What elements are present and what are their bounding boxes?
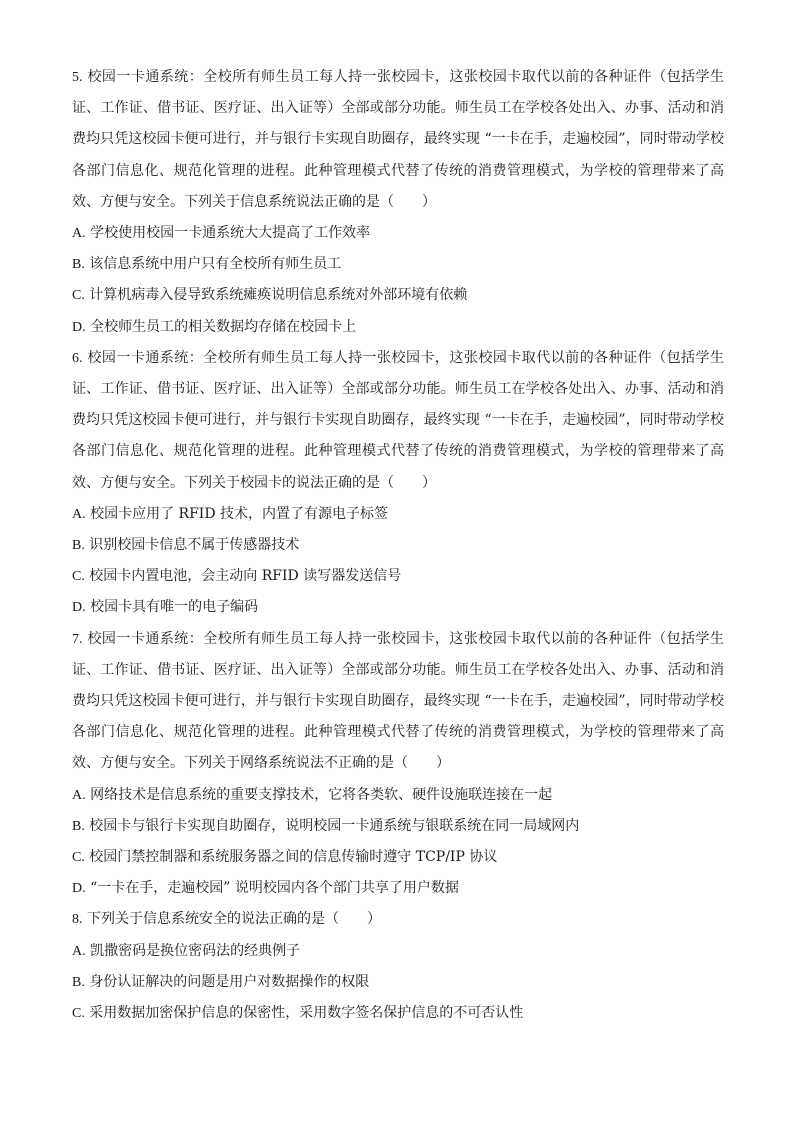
option-text: “一卡在手，走遍校园” 说明校园内各个部门共享了用户数据 [90, 880, 459, 897]
option-c [72, 561, 724, 592]
option-letter: C. [72, 850, 85, 866]
option-c [72, 280, 724, 311]
option-letter: A. [72, 226, 86, 242]
option-text: 该信息系统中用户只有全校所有师生员工 [89, 256, 342, 273]
question-5 [72, 62, 724, 343]
option-letter: C. [72, 569, 85, 585]
option-text: 识别校园卡信息不属于传感器技术 [89, 537, 300, 554]
question-stem [72, 624, 724, 780]
option-a [72, 936, 724, 967]
option-letter: C. [72, 1006, 85, 1022]
option-letter: A. [72, 943, 86, 959]
question-number: 8. [72, 912, 83, 928]
option-a [72, 499, 724, 530]
option-letter: B. [72, 818, 85, 834]
option-text: 采用数据加密保护信息的保密性，采用数字签名保护信息的不可否认性 [89, 1005, 524, 1022]
option-letter: D. [72, 319, 86, 335]
exam-page [72, 62, 724, 1029]
option-d [72, 873, 724, 904]
question-number: 5. [72, 70, 83, 85]
option-letter: B. [72, 257, 85, 273]
option-text: 校园卡应用了 RFID 技术，内置了有源电子标签 [90, 505, 388, 522]
option-text: 计算机病毒入侵导致系统瘫痪说明信息系统对外部环境有依赖 [89, 287, 468, 304]
question-text: 校园一卡通系统：全校所有师生员工每人持一张校园卡，这张校园卡取代以前的各种证件（包括学生证、工作证、借书证、医疗证、出入证等）全部或部分功能。师生员工在学校各处出入、办事、活动和消费均只凭这校园卡便可进行，并与银行卡实现自助圈存，最终实现 “一卡在手，走遍校园”，同时带动学校各部门信息化、规范化管理的进程。此种管理模式代替了传统的消费管理模式，为学校的管理带来了高效、方便与安全。下列关于校园卡的说法正确的是（ ） [72, 349, 725, 491]
option-b [72, 530, 724, 561]
option-text: 校园门禁控制器和系统服务器之间的信息传输时遵守 TCP/IP 协议 [89, 849, 498, 866]
option-text: 网络技术是信息系统的重要支撑技术，它将各类软、硬件设施联连接在一起 [90, 786, 553, 803]
question-7 [72, 624, 724, 905]
question-stem [72, 904, 724, 935]
option-letter: A. [72, 787, 86, 803]
question-text: 下列关于信息系统安全的说法正确的是（ ） [86, 911, 381, 928]
option-b [72, 249, 724, 280]
option-text: 校园卡内置电池，会主动向 RFID 读写器发送信号 [89, 568, 402, 585]
option-letter: C. [72, 288, 85, 304]
option-a [72, 218, 724, 249]
question-6 [72, 343, 724, 624]
option-c [72, 998, 724, 1029]
option-a [72, 780, 724, 811]
option-text: 身份认证解决的问题是用户对数据操作的权限 [89, 973, 370, 990]
option-text: 全校师生员工的相关数据均存储在校园卡上 [90, 318, 357, 335]
option-d [72, 592, 724, 623]
option-text: 校园卡具有唯一的电子编码 [90, 599, 259, 616]
question-stem [72, 62, 724, 218]
option-letter: B. [72, 538, 85, 554]
option-text: 凯撒密码是换位密码法的经典例子 [90, 942, 301, 959]
option-letter: D. [72, 600, 86, 616]
option-text: 学校使用校园一卡通系统大大提高了工作效率 [90, 225, 371, 242]
option-b [72, 811, 724, 842]
option-text: 校园卡与银行卡实现自助圈存，说明校园一卡通系统与银联系统在同一局域网内 [89, 817, 580, 834]
option-b [72, 967, 724, 998]
option-c [72, 842, 724, 873]
question-8 [72, 904, 724, 1029]
question-number: 7. [72, 631, 83, 647]
option-letter: B. [72, 974, 85, 990]
question-stem [72, 343, 724, 499]
question-number: 6. [72, 350, 83, 366]
option-letter: D. [72, 881, 86, 897]
question-text: 校园一卡通系统：全校所有师生员工每人持一张校园卡，这张校园卡取代以前的各种证件（包括学生证、工作证、借书证、医疗证、出入证等）全部或部分功能。师生员工在学校各处出入、办事、活动和消费均只凭这校园卡便可进行，并与银行卡实现自助圈存，最终实现 “一卡在手，走遍校园”，同时带动学校各部门信息化、规范化管理的进程。此种管理模式代替了传统的消费管理模式，为学校的管理带来了高效、方便与安全。下列关于网络系统说法不正确的是（ ） [72, 630, 725, 772]
question-text: 校园一卡通系统：全校所有师生员工每人持一张校园卡，这张校园卡取代以前的各种证件（包括学生证、工作证、借书证、医疗证、出入证等）全部或部分功能。师生员工在学校各处出入、办事、活动和消费均只凭这校园卡便可进行，并与银行卡实现自助圈存，最终实现 “一卡在手，走遍校园”，同时带动学校各部门信息化、规范化管理的进程。此种管理模式代替了传统的消费管理模式，为学校的管理带来了高效、方便与安全。下列关于信息系统说法正确的是（ ） [72, 69, 725, 210]
option-d [72, 312, 724, 343]
option-letter: A. [72, 506, 86, 522]
